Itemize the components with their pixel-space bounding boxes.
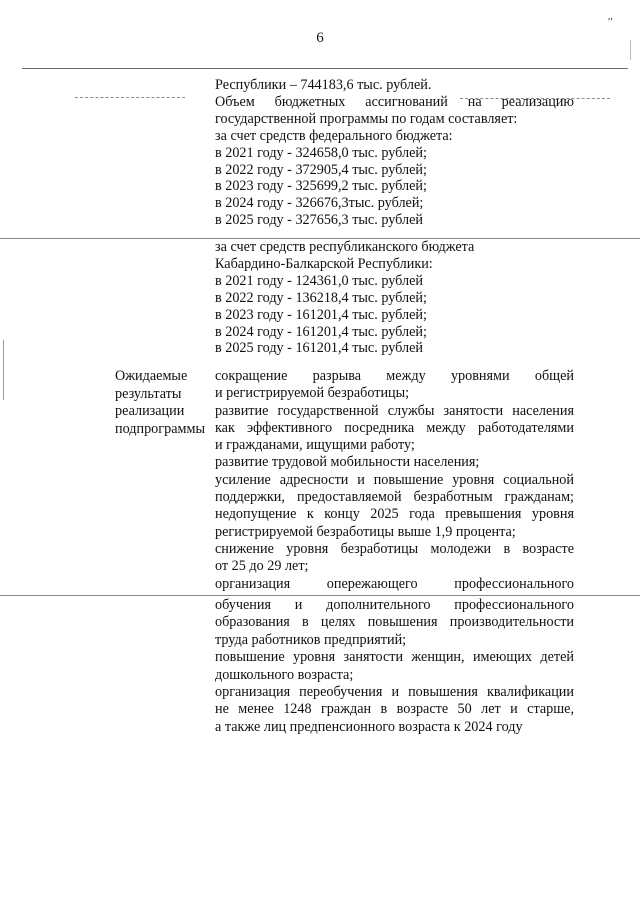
dashed-divider (75, 97, 185, 98)
federal-budget-year: в 2025 году - 327656,3 тыс. рублей (215, 212, 423, 229)
label-line: Ожидаемые (115, 368, 188, 384)
budget-intro-line: государственной программы по годам составляет: (215, 110, 518, 127)
federal-budget-year: в 2024 году - 326676,3тыс. рублей; (215, 195, 424, 212)
expected-results-block (215, 368, 574, 593)
result-line: организация опережающего профессионального (215, 575, 574, 592)
label-line: результаты (115, 385, 182, 402)
result-line: образования в целях повышения производительности (215, 614, 574, 631)
label-line: подпрограммы (115, 420, 205, 437)
result-line: и регистрируемой безработицы; (215, 385, 410, 402)
result-line: как эффективного посредника между работодателями (215, 419, 574, 436)
result-line: поддержки, предоставляемой безработным гражданам; (215, 489, 574, 506)
result-line: от 25 до 29 лет; (215, 558, 309, 575)
budget-republic-block (215, 239, 574, 357)
budget-intro-line: Объем бюджетных ассигнований на реализацию (215, 93, 574, 110)
republic-budget-year: в 2023 году - 161201,4 тыс. рублей; (215, 306, 427, 323)
result-line: повышение уровня занятости женщин, имеющих детей (215, 649, 574, 666)
result-line: развитие трудовой мобильности населения; (215, 454, 480, 471)
expected-results-continued (215, 597, 574, 736)
result-line: не менее 1248 граждан в возрасте 50 лет и старше, (215, 701, 574, 718)
result-line: усиление адресности и повышение уровня социальной (215, 471, 574, 488)
result-line: снижение уровня безработицы молодежи в возрасте (215, 540, 574, 557)
result-line: регистрируемой безработицы выше 1,9 процента; (215, 523, 516, 540)
republic-budget-heading: Кабардино-Балкарской Республики: (215, 255, 433, 272)
result-line: организация переобучения и повышения квалификации (215, 684, 574, 701)
federal-budget-year: в 2021 году - 324658,0 тыс. рублей; (215, 144, 427, 161)
republic-budget-year: в 2022 году - 136218,4 тыс. рублей; (215, 289, 427, 306)
top-divider (22, 68, 628, 69)
result-line: недопущение к концу 2025 года превышения уровня (215, 506, 574, 523)
budget-total-line: Республики – 744183,6 тыс. рублей. (215, 77, 432, 93)
republic-budget-heading: за счет средств республиканского бюджета (215, 239, 475, 255)
result-line: труда работников предприятий; (215, 631, 407, 648)
label-line: реализации (115, 403, 185, 419)
result-line: обучения и дополнительного профессионального (215, 597, 574, 613)
left-table-border (3, 340, 4, 400)
republic-budget-year: в 2024 году - 161201,4 тыс. рублей; (215, 323, 427, 340)
right-page-border (630, 40, 631, 60)
result-line: развитие государственной службы занятости населения (215, 402, 574, 419)
scan-mark-icon: ′′ (608, 16, 613, 28)
result-line: сокращение разрыва между уровнями общей (215, 368, 574, 384)
result-line: а также лиц предпенсионного возраста к 2024 году (215, 718, 523, 735)
federal-budget-heading: за счет средств федерального бюджета: (215, 127, 453, 144)
republic-budget-year: в 2025 году - 161201,4 тыс. рублей (215, 340, 423, 357)
expected-results-label (115, 368, 215, 438)
result-line: и гражданами, ищущими работу; (215, 437, 415, 454)
budget-federal-block (215, 77, 574, 229)
page-number: 6 (316, 30, 324, 46)
lower-divider (0, 595, 640, 596)
result-line: дошкольного возраста; (215, 666, 354, 683)
federal-budget-year: в 2023 году - 325699,2 тыс. рублей; (215, 178, 427, 195)
federal-budget-year: в 2022 году - 372905,4 тыс. рублей; (215, 161, 427, 178)
republic-budget-year: в 2021 году - 124361,0 тыс. рублей (215, 272, 423, 289)
